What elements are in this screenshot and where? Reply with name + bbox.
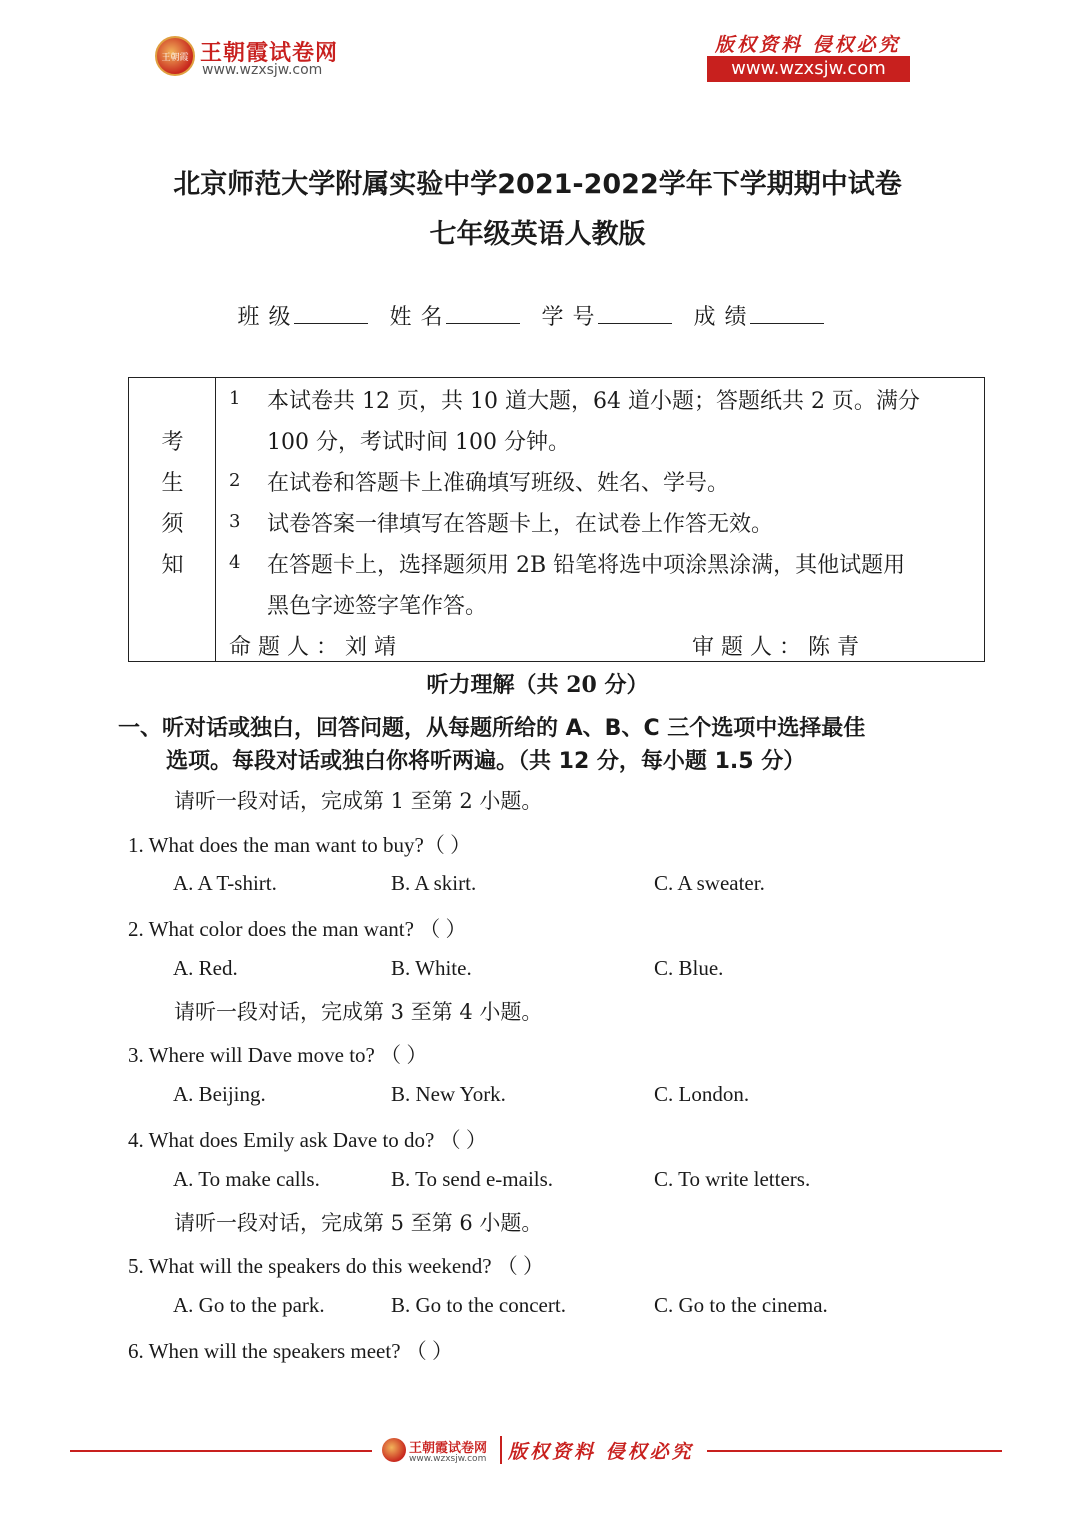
- option-a[interactable]: A. Beijing.: [173, 1082, 266, 1106]
- option-a[interactable]: A. A T-shirt.: [173, 871, 277, 895]
- exam-subtitle: 七年级英语人教版: [429, 219, 646, 250]
- notice-line: 黑色字迹签字笔作答。: [267, 594, 488, 619]
- footer-site-name: 王朝霞试卷网: [409, 1441, 488, 1456]
- footer-site-url[interactable]: www.wzxsjw.com: [409, 1454, 487, 1464]
- student-info-line: [0, 300, 1075, 331]
- footer-logo-icon: [382, 1438, 406, 1462]
- option-b[interactable]: B. To send e-mails.: [391, 1167, 554, 1191]
- option-c[interactable]: C. A sweater.: [654, 871, 765, 895]
- exam-title: 北京师范大学附属实验中学2021-2022学年下学期期中试卷: [173, 169, 902, 200]
- part-heading-cont: 选项。每段对话或独白你将听两遍。（共 12 分，每小题 1.5 分）: [166, 749, 806, 774]
- notice-line: 本试卷共 12 页，共 10 道大题，64 道小题；答题纸共 2 页。满分: [267, 389, 920, 414]
- site-name: 王朝霞试卷网: [200, 41, 339, 66]
- option-b[interactable]: B. White.: [391, 956, 472, 980]
- exam-notice-table: [128, 377, 985, 662]
- option-a[interactable]: A. Red.: [173, 956, 238, 980]
- question-reviewer: 审 题 人 ： 陈 青: [692, 635, 859, 660]
- class-label: 班 级: [237, 305, 292, 330]
- part-heading: 一、听对话或独白，回答问题，从每题所给的 A、B、C 三个选项中选择最佳: [118, 716, 866, 741]
- notice-line: 试卷答案一律填写在答题卡上，在试卷上作答无效。: [267, 512, 774, 537]
- notice-line: 100 分，考试时间 100 分钟。: [267, 430, 570, 455]
- option-c[interactable]: C. Blue.: [654, 956, 724, 980]
- option-a[interactable]: A. Go to the park.: [173, 1293, 325, 1317]
- copyright-notice: 版权资料 侵权必究: [715, 34, 901, 56]
- logo-badge-text: 王朝霞: [161, 53, 189, 63]
- name-blank[interactable]: [446, 301, 520, 324]
- footer-copyright: 版权资料 侵权必究: [508, 1441, 694, 1463]
- section-title: 听力理解（共 20 分）: [426, 672, 649, 698]
- option-c[interactable]: C. London.: [654, 1082, 750, 1106]
- question-5: 5. What will the speakers do this weekend? （ ）: [128, 1254, 545, 1278]
- footer-rule-left: [70, 1450, 372, 1452]
- notice-char: 须: [161, 512, 184, 537]
- question-setter: 命 题 人 ： 刘 靖: [229, 635, 396, 660]
- notice-num: 4: [229, 552, 241, 573]
- class-blank[interactable]: [294, 301, 368, 324]
- notice-line: 在试卷和答题卡上准确填写班级、姓名、学号。: [267, 471, 730, 496]
- notice-char: 考: [161, 430, 184, 455]
- id-blank[interactable]: [598, 301, 672, 324]
- option-b[interactable]: B. A skirt.: [391, 871, 477, 895]
- question-4: 4. What does Emily ask Dave to do? （ ）: [128, 1128, 487, 1152]
- notice-num: 3: [229, 511, 241, 532]
- option-b[interactable]: B. New York.: [391, 1082, 506, 1106]
- option-a[interactable]: A. To make calls.: [173, 1167, 320, 1191]
- score-label: 成 绩: [693, 305, 748, 330]
- notice-side-label: [129, 378, 216, 661]
- notice-num: 1: [229, 388, 241, 409]
- score-blank[interactable]: [750, 301, 824, 324]
- option-b[interactable]: B. Go to the concert.: [391, 1293, 566, 1317]
- question-6: 6. When will the speakers meet? （ ）: [128, 1339, 454, 1363]
- listening-instruction: 请听一段对话，完成第 5 至第 6 小题。: [174, 1211, 543, 1235]
- id-label: 学 号: [541, 305, 596, 330]
- url-banner[interactable]: www.wzxsjw.com: [707, 56, 910, 82]
- listening-instruction: 请听一段对话，完成第 1 至第 2 小题。: [174, 789, 543, 813]
- notice-line: 在答题卡上，选择题须用 2B 铅笔将选中项涂黑涂满，其他试题用: [267, 553, 906, 578]
- listening-instruction: 请听一段对话，完成第 3 至第 4 小题。: [174, 1000, 543, 1024]
- question-2: 2. What color does the man want? （ ）: [128, 917, 467, 941]
- notice-num: 2: [229, 470, 241, 491]
- option-c[interactable]: C. Go to the cinema.: [654, 1293, 828, 1317]
- notice-char: 知: [161, 553, 184, 578]
- footer-separator: [500, 1436, 502, 1464]
- option-c[interactable]: C. To write letters.: [654, 1167, 811, 1191]
- question-3: 3. Where will Dave move to? （ ）: [128, 1043, 428, 1067]
- site-logo-icon: [155, 36, 195, 76]
- question-1: 1. What does the man want to buy?（ ）: [128, 833, 472, 857]
- name-label: 姓 名: [389, 305, 444, 330]
- site-url[interactable]: www.wzxsjw.com: [202, 62, 323, 78]
- notice-char: 生: [161, 471, 184, 496]
- footer-rule-right: [707, 1450, 1002, 1452]
